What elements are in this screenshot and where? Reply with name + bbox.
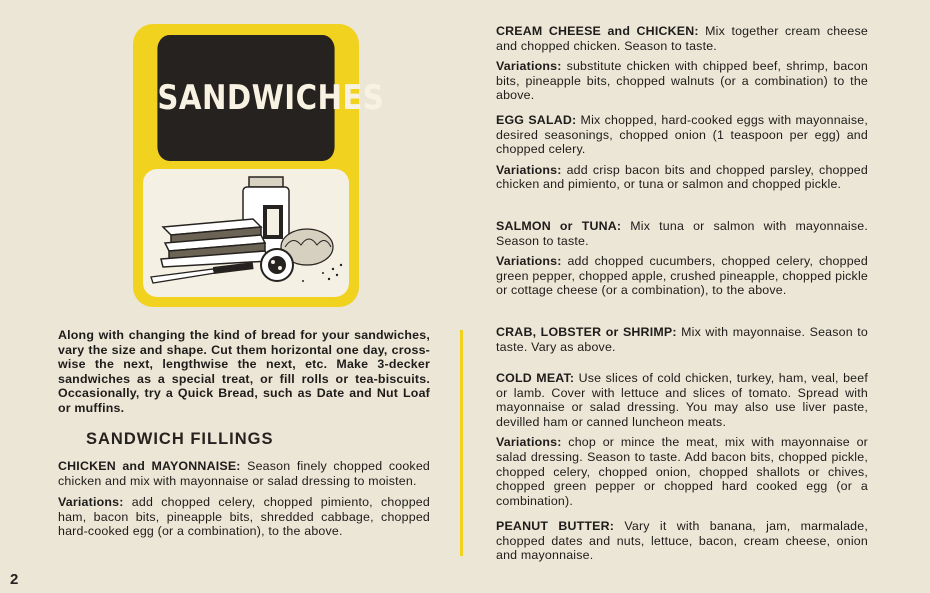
variations-text: add chopped celery, chopped pimiento, chopped ham, bacon bits, pineapple bits, shredded cabbage, chopped hard-cooked egg (or a combination), to the above. (58, 495, 430, 539)
filling-text: Mix tuna or salmon with mayonnaise. Season to taste. (496, 219, 868, 248)
filling-egg-salad (496, 113, 868, 192)
filling-peanut-butter (496, 519, 868, 563)
filling-text: Vary it with banana, jam, marmalade, chopped dates and nuts, lettuce, bacon, cream cheese, onion and mayonnaise. (496, 519, 868, 563)
variations-label: Variations: (496, 254, 562, 269)
variations-label: Variations: (496, 162, 562, 177)
intro-paragraph: Along with changing the kind of bread for your sandwiches, vary the size and shape. Cut them horizontal one day, cross-wise the next, lengthwise the next, etc. Make 3-decker sandwiches as a special treat, or fill rolls or tea-biscuits. Occasionally, try a Quick Bread, such as Date and Nut Loaf or muffins. (58, 328, 430, 415)
variations-text: add chopped cucumbers, chopped celery, chopped green pepper, chopped apple, crushed pineapple, chopped pickle or cottage cheese (or a combination), to the above. (496, 254, 868, 298)
filling-chicken-mayonnaise (58, 459, 430, 539)
filling-title: PEANUT BUTTER: (496, 519, 615, 533)
filling-salmon-tuna (496, 219, 868, 298)
filling-title: SALMON or TUNA: (496, 219, 622, 233)
filling-title: CRAB, LOBSTER or SHRIMP: (496, 325, 677, 339)
variations-label: Variations: (496, 59, 562, 74)
filling-title: EGG SALAD: (496, 113, 577, 127)
filling-title: COLD MEAT: (496, 371, 575, 385)
filling-crab-lobster-shrimp (496, 325, 868, 354)
sandwiches-banner (133, 24, 385, 307)
variations-text: add crisp bacon bits and chopped parsley, chopped chicken and pimiento, or tuna or salmon and chopped pickle. (496, 162, 868, 192)
filling-title: CREAM CHEESE and CHICKEN: (496, 24, 699, 38)
sandwich-drawing (143, 169, 349, 297)
filling-text: Season finely chopped cooked chicken and mix with mayonnaise or salad dressing to moisten. (58, 459, 430, 488)
filling-cream-cheese-chicken (496, 24, 868, 103)
filling-text: Use slices of cold chicken, turkey, ham, veal, beef or lamb. Cover with lettuce and slices of tomato. Spread with mayonnaise or salad dressing. You may also use liver paste, devilled ham or canned luncheon meats. (496, 371, 869, 429)
variations-text: substitute chicken with chipped beef, shrimp, bacon bits, pineapple bits, chopped walnuts (or a combination) to the above. (496, 59, 868, 103)
filling-text: Mix together cream cheese and chopped chicken. Season to taste. (496, 24, 868, 53)
shading-dots (302, 264, 342, 282)
section-heading: SANDWICH FILLINGS (86, 430, 274, 448)
variations-label: Variations: (58, 495, 124, 510)
variations-text: chop or mince the meat, mix with mayonnaise or salad dressing. Season to taste. Add bacon bits, chopped pickle, chopped celery, chopped onion, chopped shallots or chives, chopped green pepper or chopped hard cooked egg (or a combination). (496, 435, 868, 508)
sandwich-stack-drawing (161, 219, 269, 267)
filling-cold-meat (496, 371, 868, 508)
filling-text: Mix chopped, hard-cooked eggs with mayonnaise, desired seasonings, chopped onion (1 teaspoon per egg) and chopped celery. (496, 113, 868, 157)
banner-title: SANDWICHES (157, 35, 334, 161)
variations-label: Variations: (496, 435, 562, 450)
filling-title: CHICKEN and MAYONNAISE: (58, 459, 241, 473)
filling-text: Mix with mayonnaise. Season to taste. Vary as above. (496, 325, 868, 354)
tomato-drawing (261, 249, 293, 281)
column-divider (460, 330, 463, 556)
sandwich-illustration (143, 169, 349, 297)
page-number: 2 (10, 571, 19, 588)
